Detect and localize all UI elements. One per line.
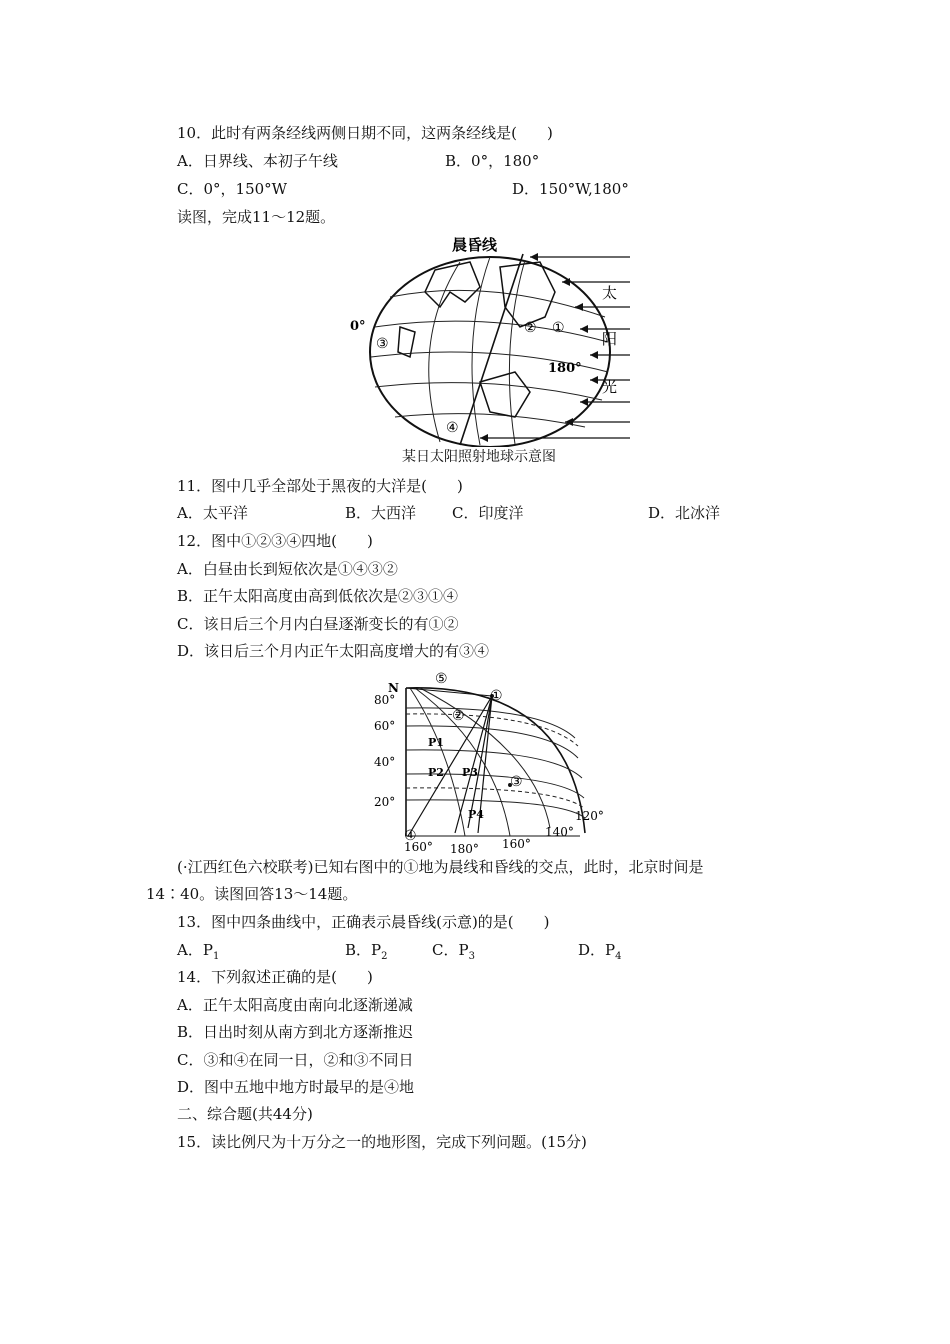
lon-120e-label: 120°: [575, 809, 604, 823]
lon-0-label: 0°: [350, 319, 366, 334]
section-2-heading: 二、综合题(共44分): [177, 1105, 313, 1123]
intro-11-12: 读图，完成11～12题。: [177, 208, 336, 226]
q13-stem: 13．图中四条曲线中，正确表示晨昏线(示意)的是( ): [177, 913, 550, 931]
lon-180-label: 180°: [450, 842, 479, 856]
q14-option-c: C．③和④在同一日，②和③不同日: [177, 1051, 414, 1069]
landmass-shape: [480, 372, 530, 417]
q10-option-b: B．0°，180°: [445, 152, 540, 170]
q12-option-c: C．该日后三个月内白昼逐渐变长的有①②: [177, 615, 459, 633]
marker-2: ②: [524, 320, 537, 336]
landmass-shape: [398, 327, 415, 357]
marker-1: ①: [552, 320, 565, 336]
q13-option-c: C．$P_3$: [432, 941, 475, 962]
q14-option-d: D．图中五地中地方时最早的是④地: [177, 1078, 415, 1096]
q10-option-c: C．0°，150°W: [177, 180, 288, 198]
figure-terminator-curves: [370, 668, 620, 858]
pole-label: N: [388, 681, 399, 695]
q13-option-a: A．$P_1$: [177, 941, 220, 962]
quarter-globe-diagram: [370, 668, 620, 858]
q13-option-b: B．$P_2$: [345, 941, 388, 962]
landmass-shape: [500, 262, 555, 327]
lon-160e-label: 160°: [502, 837, 531, 851]
fig2-marker-2: ②: [452, 708, 465, 724]
fig2-marker-3: ③: [510, 774, 523, 790]
q11-option-a: A．太平洋: [177, 504, 248, 522]
q11-stem: 11．图中几乎全部处于黑夜的大洋是( ): [177, 477, 463, 495]
q10-option-a: A．日界线、本初子午线: [177, 152, 338, 170]
q13-option-d: D．$P_4$: [578, 941, 622, 962]
figure-sun-globe: [340, 232, 660, 447]
q14-option-a: A．正午太阳高度由南向北逐渐递减: [177, 996, 413, 1014]
marker-3: ③: [376, 336, 389, 352]
terminator-label: 晨昏线: [452, 236, 498, 254]
fig2-marker-4: ④: [404, 828, 417, 844]
latitude-line: [375, 383, 602, 400]
q12-option-b: B．正午太阳高度由高到低依次是②③①④: [177, 587, 459, 605]
latitude-line: [390, 290, 605, 317]
q12-stem: 12．图中①②③④四地( ): [177, 532, 373, 550]
q10-option-d: D．150°W,180°: [512, 180, 629, 198]
marker-4: ④: [446, 420, 459, 436]
latitude-arc: [406, 800, 585, 818]
q11-option-b: B．大西洋: [345, 504, 417, 522]
lat-20-label: 20°: [374, 795, 396, 809]
lat-40-label: 40°: [374, 755, 396, 769]
fig2-marker-1: ①: [490, 688, 503, 704]
lon-160w-label: 160°: [404, 840, 433, 854]
curve-label-p2: P2: [428, 766, 444, 779]
q15-stem: 15．读比例尺为十万分之一的地形图，完成下列问题。(15分): [177, 1133, 587, 1151]
q10-stem: 10．此时有两条经线两侧日期不同，这两条经线是( ): [177, 124, 553, 142]
q11-option-d: D．北冰洋: [648, 504, 721, 522]
figure1-caption: 某日太阳照射地球示意图: [402, 449, 556, 465]
q12-option-a: A．白昼由长到短依次是①④③②: [177, 560, 398, 578]
sun-char-1: 太: [602, 284, 618, 302]
q11-option-c: C．印度洋: [452, 504, 524, 522]
latitude-line: [375, 321, 608, 342]
intro-13-14-line2: 14∶40。读图回答13～14题。: [146, 885, 358, 903]
lat-60-label: 60°: [374, 719, 396, 733]
sun-char-2: 阳: [602, 330, 618, 348]
q12-option-d: D．该日后三个月内正午太阳高度增大的有③④: [177, 642, 490, 660]
lon-180-label: 180°: [548, 361, 582, 376]
globe-diagram: [340, 232, 660, 447]
intro-13-14-line1: (·江西红色六校联考)已知右图中的①地为晨线和昏线的交点，此时，北京时间是: [177, 858, 704, 876]
lat-80-label: 80°: [374, 693, 396, 707]
sun-char-3: 光: [602, 378, 618, 396]
latitude-line: [395, 414, 585, 427]
curve-label-p4: P4: [468, 808, 484, 821]
lon-140e-label: 140°: [545, 825, 574, 839]
q14-stem: 14．下列叙述正确的是( ): [177, 968, 373, 986]
curve-label-p3: P3: [462, 766, 478, 779]
curve-label-p1: P1: [428, 736, 444, 749]
globe-edge: [406, 688, 585, 833]
tropic-line: [406, 788, 584, 808]
q14-option-b: B．日出时刻从南方到北方逐渐推迟: [177, 1023, 414, 1041]
meridian-line: [472, 257, 490, 445]
fig2-marker-5: ⑤: [435, 671, 448, 687]
